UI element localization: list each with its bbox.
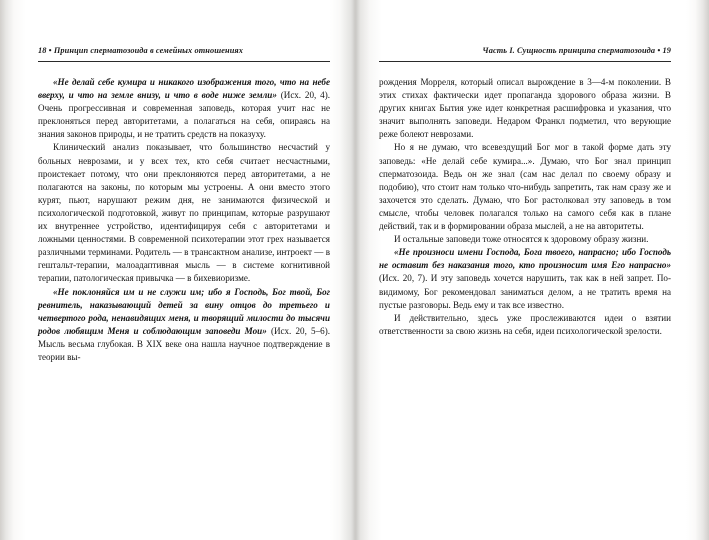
- running-head-left: 18 • Принцип сперматозоида в семейных отношениях: [38, 46, 244, 55]
- paragraph: [38, 76, 330, 141]
- paragraph-text: Клинический анализ показывает, что большинство несчастий у больных неврозами, и у всех тех, кто себя считает несчастными, проистекает потому, что они преклоняются перед авторитетами, а не полагаются на законы, по которым мы устроены. А они вместо этого курят, пьют, нарушают режим дня, не занимаются физической и психологической подготовкой, живут по принципам, которые разрушают их внутреннее устройство, идентифицируя себя с авторитетами и ложными ценностями. В современной психотерапии этот грех называется различными терминами. Родитель — в трансактном анализе, интроект — в гештальт-терапии, малоадаптивная мысль — в системе когнитивной терапии, патологическая привычка — в бихевиоризме.: [38, 142, 330, 284]
- paragraph-text: Но я не думаю, что всевездущий Бог мог в такой форме дать эту заповедь: «Не делай себе кумира...». Думаю, что Бог знал принцип сперматозоида. Ведь он же знал (сам нас делал по своему образу и подобию), что стоит нам только что-нибудь запретить, так нам сразу же и захочется это сделать. Думаю, что Бог растолковал эту заповедь в том смысле, чтобы человек полагался только на самого себя как в плане действий, так и в формировании образа мыслей, а не на авторитеты.: [379, 142, 671, 232]
- paragraph: [379, 233, 671, 246]
- paragraph: [38, 286, 330, 365]
- paragraph: [379, 246, 671, 311]
- paragraph-text: И действительно, здесь уже прослеживаются идеи о взятии ответственности за свою жизнь на себя, идеи психологической зрелости.: [379, 312, 671, 336]
- paragraph: [38, 141, 330, 285]
- paragraph-text: (Исх. 20, 7). И эту заповедь хочется нарушить, так как в ней запрет. По-видимому, Бог рекомендовал заниматься делом, а не тратить время на пустые разговоры. Ведь ему и так все известно.: [379, 273, 671, 310]
- paragraph-text: (Исх. 20, 5–6). Мысль весьма глубокая. В XIX веке она нашла научное подтверждение в теории вы-: [38, 325, 330, 362]
- running-head-right: Часть I. Сущность принципа сперматозоида • 19: [482, 46, 671, 55]
- paragraph-text: (Исх. 20, 4). Очень прогрессивная и современная заповедь, которая учит нас не преклоняться перед авторитетами, а полагаться на себя, опираясь на знания законов природы, и не тратить средств на показуху.: [38, 90, 331, 140]
- text-column-right: [379, 76, 671, 338]
- page-left: [0, 0, 354, 540]
- paragraph: [379, 141, 671, 233]
- header-rule-right: [379, 61, 671, 62]
- paragraph-text: рождения Морреля, который описал вырождение в 3—4-м поколении. В этих стихах фактически идет пропаганда здорового образа жизни. В других книгах Бытия уже идет конкретная расшифровка и указания, что значит выполнять заповеди. Недаром Франкл подметил, что верующие реже болеют неврозами.: [379, 77, 671, 140]
- paragraph: [379, 76, 671, 141]
- header-rule-left: [38, 61, 330, 62]
- text-column-left: [38, 76, 330, 364]
- scripture-quote: «Не произноси имени Господа, Бога твоего, напрасно; ибо Господь не оставит без наказания того, кто произносит имя Его напрасно»: [379, 247, 671, 271]
- scripture-quote: «Не поклоняйся им и не служи им; ибо я Господь, Бог твой, Бог ревнитель, наказывающий детей за вину отцов до третьего и четвертого рода, ненавидящих меня, и творящий милости до тысячи родов любящим Меня и соблюдающим заповеди Мои»: [38, 286, 330, 336]
- page-right: [355, 0, 709, 540]
- paragraph-text: И остальные заповеди тоже относятся к здоровому образу жизни.: [394, 234, 649, 245]
- scripture-quote: «Не делай себе кумира и никакого изображения того, что на небе вверху, и что на земле внизу, и что в воде ниже земли»: [38, 77, 330, 101]
- paragraph: [379, 312, 671, 338]
